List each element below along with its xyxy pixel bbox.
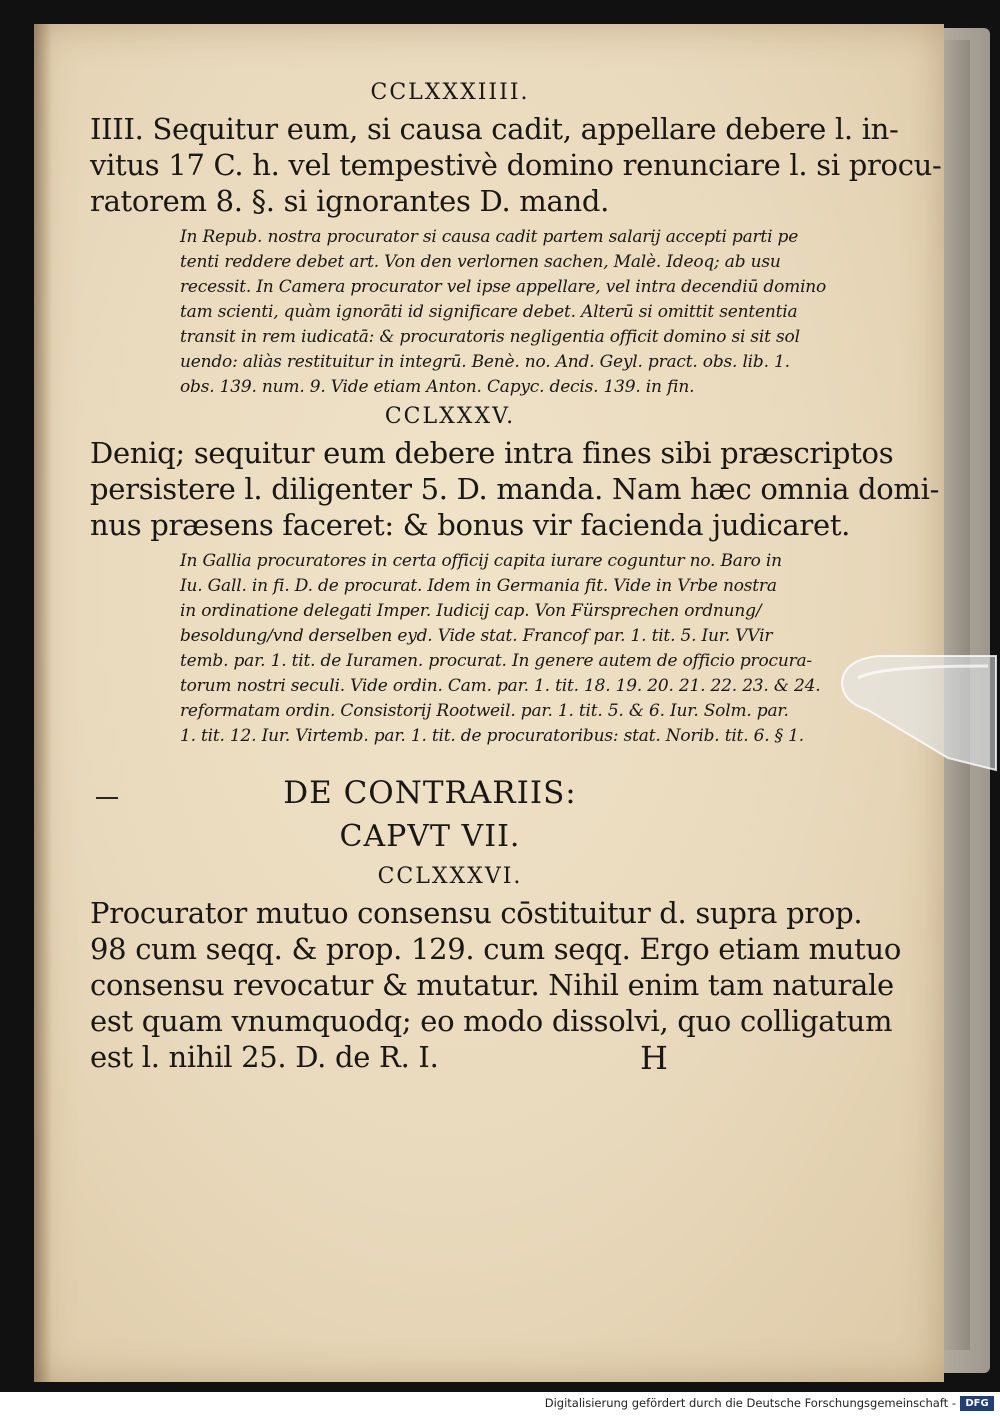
- note-line: transit in rem iudicatā: & procuratoris negligentia officit domino si sit sol: [180, 327, 800, 347]
- margin-dash: [96, 797, 118, 799]
- note-line: obs. 139. num. 9. Vide etiam Anton. Capyc. decis. 139. in fin.: [180, 377, 695, 397]
- annotation-note: [180, 225, 827, 400]
- page-gutter-shadow: [34, 24, 52, 1382]
- footer-credit: Digitalisierung gefördert durch die Deutsche Forschungsgemeinschaft -: [544, 1396, 956, 1410]
- plastic-tab: [838, 648, 998, 772]
- section-body: [90, 435, 940, 543]
- signature-mark: H: [640, 1039, 668, 1077]
- annotation-note: [180, 549, 821, 749]
- note-line: in ordinatione delegati Imper. Iudicij cap. Von Fürsprechen ordnung/: [180, 601, 762, 621]
- footer-bar: [0, 1392, 1000, 1416]
- note-line: torum nostri seculi. Vide ordin. Cam. par. 1. tit. 18. 19. 20. 21. 22. 23. & 24.: [180, 676, 821, 696]
- note-line: tam scienti, quàm ignorāti id significare debet. Alterū si omittit sententia: [180, 302, 798, 322]
- body-line: vitus 17 C. h. vel tempestivè domino renunciare l. si procu-: [90, 148, 942, 182]
- chapter-heading: DE CONTRARIIS:: [283, 775, 577, 811]
- note-line: 1. tit. 12. Iur. Virtemb. par. 1. tit. de procuratoribus: stat. Norib. tit. 6. § 1.: [180, 726, 804, 746]
- body-line: Deniq; sequitur eum debere intra fines sibi præscriptos: [90, 436, 894, 470]
- body-line: persistere l. diligenter 5. D. manda. Nam hæc omnia domi-: [90, 472, 940, 506]
- body-line: consensu revocatur & mutatur. Nihil enim tam naturale: [90, 968, 894, 1002]
- dfg-logo: DFG: [960, 1396, 994, 1411]
- note-line: recessit. In Camera procurator vel ipse appellare, vel intra decendiū domino: [180, 277, 827, 297]
- note-line: besoldung/vnd derselben eyd. Vide stat. Francof par. 1. tit. 5. Iur. VVir: [180, 626, 773, 646]
- body-line: est quam vnumquodq; eo modo dissolvi, quo colligatum: [90, 1004, 893, 1038]
- body-line: nus præsens faceret: & bonus vir facienda judicaret.: [90, 508, 851, 542]
- page-text: [90, 80, 942, 1075]
- body-line: 98 cum seqq. & prop. 129. cum seqq. Ergo etiam mutuo: [90, 932, 902, 966]
- body-line: ratorem 8. §. si ignorantes D. mand.: [90, 184, 610, 218]
- body-line: est l. nihil 25. D. de R. I.: [90, 1040, 439, 1074]
- note-line: Iu. Gall. in fi. D. de procurat. Idem in Germania fit. Vide in Vrbe nostra: [180, 576, 777, 596]
- section-body: [90, 895, 902, 1075]
- note-line: In Repub. nostra procurator si causa cadit partem salarij accepti parti pe: [180, 227, 799, 247]
- note-line: In Gallia procuratores in certa officij capita iurare coguntur no. Baro in: [180, 551, 782, 571]
- note-line: temb. par. 1. tit. de Iuramen. procurat. In genere autem de officio procura-: [180, 651, 812, 671]
- section-number: CCLXXXVI.: [377, 864, 523, 889]
- section-number: CCLXXXIIII.: [370, 80, 530, 105]
- note-line: reformatam ordin. Consistorij Rootweil. par. 1. tit. 5. & 6. Iur. Solm. par.: [180, 701, 789, 721]
- book-page: [34, 24, 944, 1382]
- chapter-caput: CAPVT VII.: [339, 819, 521, 854]
- section-body: [90, 111, 942, 219]
- note-line: tenti reddere debet art. Von den verlornen sachen, Malè. Ideoq; ab usu: [180, 252, 781, 272]
- body-line: IIII. Sequitur eum, si causa cadit, appellare debere l. in-: [90, 112, 899, 146]
- section-number: CCLXXXV.: [384, 404, 516, 429]
- body-line: Procurator mutuo consensu cōstituitur d. supra prop.: [90, 896, 863, 930]
- note-line: uendo: aliàs restituitur in integrū. Benè. no. And. Geyl. pract. obs. lib. 1.: [180, 352, 790, 372]
